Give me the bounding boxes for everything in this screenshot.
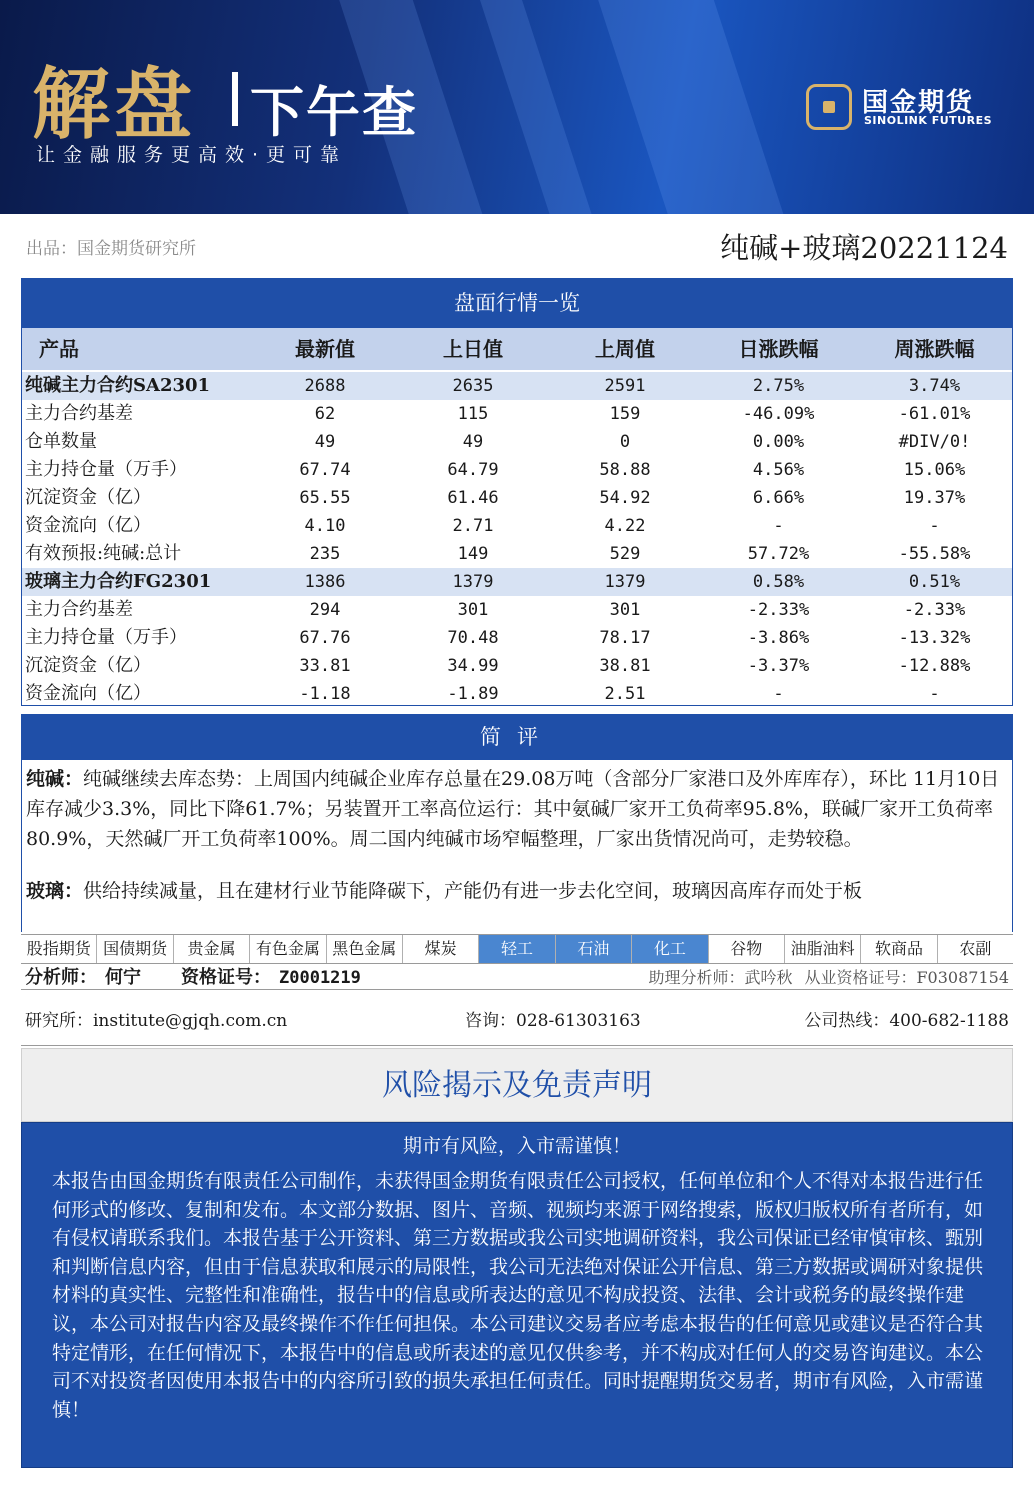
category-tab[interactable]: 有色金属 — [250, 935, 326, 963]
value-cell: 67.76 — [299, 628, 351, 648]
brand-title: 解盘 — [32, 59, 197, 150]
value-cell: -2.33% — [903, 600, 966, 620]
value-cell: 61.46 — [447, 488, 499, 508]
value-cell: -61.01% — [898, 404, 971, 424]
value-cell: 159 — [609, 404, 641, 424]
value-cell: 301 — [457, 600, 489, 620]
analyst-info — [25, 966, 369, 990]
product-name-cell: 主力持仓量（万手） — [25, 627, 187, 648]
category-tabs — [21, 934, 1013, 964]
risk-disclosure-title: 风险揭示及免责声明 — [21, 1048, 1013, 1122]
value-cell: 115 — [457, 404, 489, 424]
value-cell: -55.58% — [898, 544, 971, 564]
value-cell: -1.18 — [299, 684, 351, 704]
value-cell: -46.09% — [742, 404, 815, 424]
brand-subtitle: 下午查 — [250, 81, 418, 144]
market-table-body — [21, 372, 1013, 708]
table-row — [21, 540, 1013, 568]
value-cell: 4.22 — [604, 516, 646, 536]
value-cell: 6.66% — [752, 488, 805, 508]
product-name-cell: 主力合约基差 — [25, 599, 133, 620]
value-cell: - — [929, 516, 940, 536]
value-cell: 78.17 — [599, 628, 651, 648]
value-cell: -12.88% — [898, 656, 971, 676]
value-cell: -1.89 — [447, 684, 499, 704]
value-cell: 49 — [314, 432, 336, 452]
risk-text: 本报告由国金期货有限责任公司制作，未获得国金期货有限责任公司授权，任何单位和个人不得对本报告进行任何形式的修改、复制和发布。本文部分数据、图片、音频、视频均来源于网络搜索，版权归版权所有者所有，如有侵权请联系我们。本报告基于公开资料、第三方数据或我公司实地调研资料，我公司保证已经审慎审核、甄别和判断信息内容，但由于信息获取和展示的局限性，我公司无法绝对保证公开信息、第三方数据或调研对象提供材料的真实性、完整性和准确性，报告中的信息或所表达的意见不构成投资、法律、会计或税务的最终操作建议，本公司对报告内容及最终操作不作任何担保。本公司建议交易者应考虑本报告的任何意见或建议是否符合其特定情形，在任何情况下，本报告中的信息或所表述的意见仅供参考，并不构成对任何人的交易咨询建议。本公司不对投资者因使用本报告中的内容所引致的损失承担任何责任。同时提醒期货交易者，期市有风险，入市需谨慎！ — [52, 1170, 984, 1421]
product-name-cell: 玻璃主力合约FG2301 — [25, 571, 212, 592]
value-cell: 2635 — [452, 376, 494, 396]
analyst-label: 分析师： — [25, 967, 97, 988]
comment-body — [21, 760, 1013, 932]
table-row — [21, 652, 1013, 680]
category-tab[interactable]: 轻工 — [479, 935, 555, 963]
glass-label: 玻璃： — [26, 880, 84, 902]
company-hotline: 公司热线：400-682-1188 — [804, 1011, 1009, 1031]
value-cell: -3.86% — [747, 628, 810, 648]
product-name-cell: 沉淀资金（亿） — [25, 655, 151, 676]
table-row — [21, 400, 1013, 428]
contact-line — [21, 1004, 1013, 1046]
table-row — [21, 428, 1013, 456]
report-title: 纯碱+玻璃20221124 — [720, 231, 1008, 265]
value-cell: 2.75% — [752, 376, 805, 396]
risk-disclosure-body — [21, 1122, 1013, 1468]
table-row — [21, 484, 1013, 512]
product-name-cell: 沉淀资金（亿） — [25, 487, 151, 508]
brand-divider — [232, 72, 238, 126]
value-cell: 0.51% — [908, 572, 961, 592]
market-overview-heading: 盘面行情一览 — [21, 278, 1013, 328]
value-cell: -2.33% — [747, 600, 810, 620]
value-cell: 49 — [462, 432, 484, 452]
value-cell: 0.00% — [752, 432, 805, 452]
value-cell: -13.32% — [898, 628, 971, 648]
column-header: 上日值 — [443, 337, 503, 361]
value-cell: 4.56% — [752, 460, 805, 480]
column-header: 日涨跌幅 — [738, 337, 819, 361]
value-cell: 1379 — [604, 572, 646, 592]
glass-text: 供给持续减量，且在建材行业节能降碳下，产能仍有进一步去化空间，玻璃因高库存而处于板 — [83, 880, 863, 902]
value-cell: 34.99 — [447, 656, 499, 676]
value-cell: 65.55 — [299, 488, 351, 508]
value-cell: 58.88 — [599, 460, 651, 480]
value-cell: 235 — [309, 544, 341, 564]
value-cell: 529 — [609, 544, 641, 564]
product-name-cell: 主力合约基差 — [25, 403, 133, 424]
column-header: 最新值 — [295, 337, 355, 361]
soda-text: 纯碱继续去库态势：上周国内纯碱企业库存总量在29.08万吨（含部分厂家港口及外库库存），环比 11月10日库存减少3.3%，同比下降61.7%；另装置开工率高位运行：其中氨碱厂家开工负荷率95.8%，联碱厂家开工负荷率80.9%，天然碱厂开工负荷率100%。周二国内纯碱市场窄幅整理，厂家出货情况尚可，走势较稳。 — [26, 768, 1000, 850]
category-tab[interactable]: 贵金属 — [174, 935, 250, 963]
value-cell: 70.48 — [447, 628, 499, 648]
analyst-line — [21, 966, 1013, 990]
research-email[interactable]: 研究所：institute@gjqh.com.cn — [25, 1011, 288, 1031]
table-header-row — [21, 328, 1013, 370]
value-cell: 2.51 — [604, 684, 646, 704]
category-tab[interactable]: 农副 — [938, 935, 1013, 963]
table-row — [21, 372, 1013, 400]
category-tab[interactable]: 谷物 — [709, 935, 785, 963]
cert-label: 资格证号： — [181, 967, 271, 988]
value-cell: 2688 — [304, 376, 346, 396]
value-cell: 2591 — [604, 376, 646, 396]
value-cell: - — [773, 516, 784, 536]
table-row — [21, 568, 1013, 596]
glass-comment — [26, 876, 1008, 906]
value-cell: 64.79 — [447, 460, 499, 480]
banner-decoration — [593, 0, 797, 214]
value-cell: 62 — [314, 404, 336, 424]
product-name-cell: 主力持仓量（万手） — [25, 459, 187, 480]
value-cell: 294 — [309, 600, 341, 620]
category-tab[interactable]: 软商品 — [861, 935, 937, 963]
publisher: 出品：国金期货研究所 — [26, 239, 196, 259]
header-banner — [0, 0, 1034, 214]
value-cell: 3.74% — [908, 376, 961, 396]
assistant-analyst: 助理分析师：武吟秋 — [648, 968, 793, 987]
value-cell: 4.10 — [304, 516, 346, 536]
value-cell: 38.81 — [599, 656, 651, 676]
value-cell: #DIV/0! — [898, 432, 971, 452]
value-cell: 1379 — [452, 572, 494, 592]
value-cell: 67.74 — [299, 460, 351, 480]
value-cell: - — [929, 684, 940, 704]
value-cell: -3.37% — [747, 656, 810, 676]
product-name-cell: 有效预报:纯碱:总计 — [25, 543, 182, 564]
value-cell: 301 — [609, 600, 641, 620]
value-cell: 0.58% — [752, 572, 805, 592]
value-cell: 54.92 — [599, 488, 651, 508]
product-name-cell: 纯碱主力合约SA2301 — [25, 375, 211, 396]
category-tab[interactable]: 黑色金属 — [327, 935, 403, 963]
value-cell: 15.06% — [903, 460, 966, 480]
brand-slogan: 让金融服务更高效·更可靠 — [36, 144, 348, 166]
value-cell: 1386 — [304, 572, 346, 592]
category-tab[interactable]: 煤炭 — [403, 935, 479, 963]
product-name-cell: 资金流向（亿） — [25, 683, 151, 704]
banner-decoration — [472, 0, 609, 214]
soda-comment — [26, 764, 1008, 854]
category-tab[interactable]: 油脂油料 — [785, 935, 861, 963]
value-cell: 149 — [457, 544, 489, 564]
analyst-name: 何宁 — [105, 967, 141, 988]
soda-label: 纯碱： — [26, 768, 84, 790]
value-cell: 19.37% — [903, 488, 966, 508]
category-tab[interactable]: 股指期货 — [21, 935, 97, 963]
comment-heading: 简评 — [21, 714, 1013, 760]
risk-subtitle: 期市有风险，入市需谨慎！ — [402, 1135, 631, 1157]
company-logo-icon — [806, 84, 852, 130]
product-name-cell: 资金流向（亿） — [25, 515, 151, 536]
category-tab[interactable]: 化工 — [632, 935, 708, 963]
value-cell: - — [773, 684, 784, 704]
column-header: 产品 — [39, 337, 79, 361]
category-tab[interactable]: 国债期货 — [97, 935, 173, 963]
column-header: 上周值 — [595, 337, 655, 361]
table-row — [21, 596, 1013, 624]
product-name-cell: 仓单数量 — [25, 431, 97, 452]
category-tab[interactable]: 石油 — [556, 935, 632, 963]
cert-number: Z0001219 — [279, 968, 361, 988]
company-name-en: SINOLINK FUTURES — [864, 114, 993, 127]
consult-phone: 咨询：028-61303163 — [465, 1011, 641, 1031]
table-row — [21, 456, 1013, 484]
value-cell: 33.81 — [299, 656, 351, 676]
table-row — [21, 680, 1013, 708]
value-cell: 0 — [619, 432, 631, 452]
table-row — [21, 624, 1013, 652]
column-header: 周涨跌幅 — [894, 337, 975, 361]
value-cell: 57.72% — [747, 544, 810, 564]
assistant-info — [636, 966, 1009, 990]
value-cell: 2.71 — [452, 516, 494, 536]
assistant-cert: 从业资格证号：F03087154 — [804, 968, 1009, 987]
table-row — [21, 512, 1013, 540]
company-name-cn: 国金期货 — [862, 88, 975, 118]
